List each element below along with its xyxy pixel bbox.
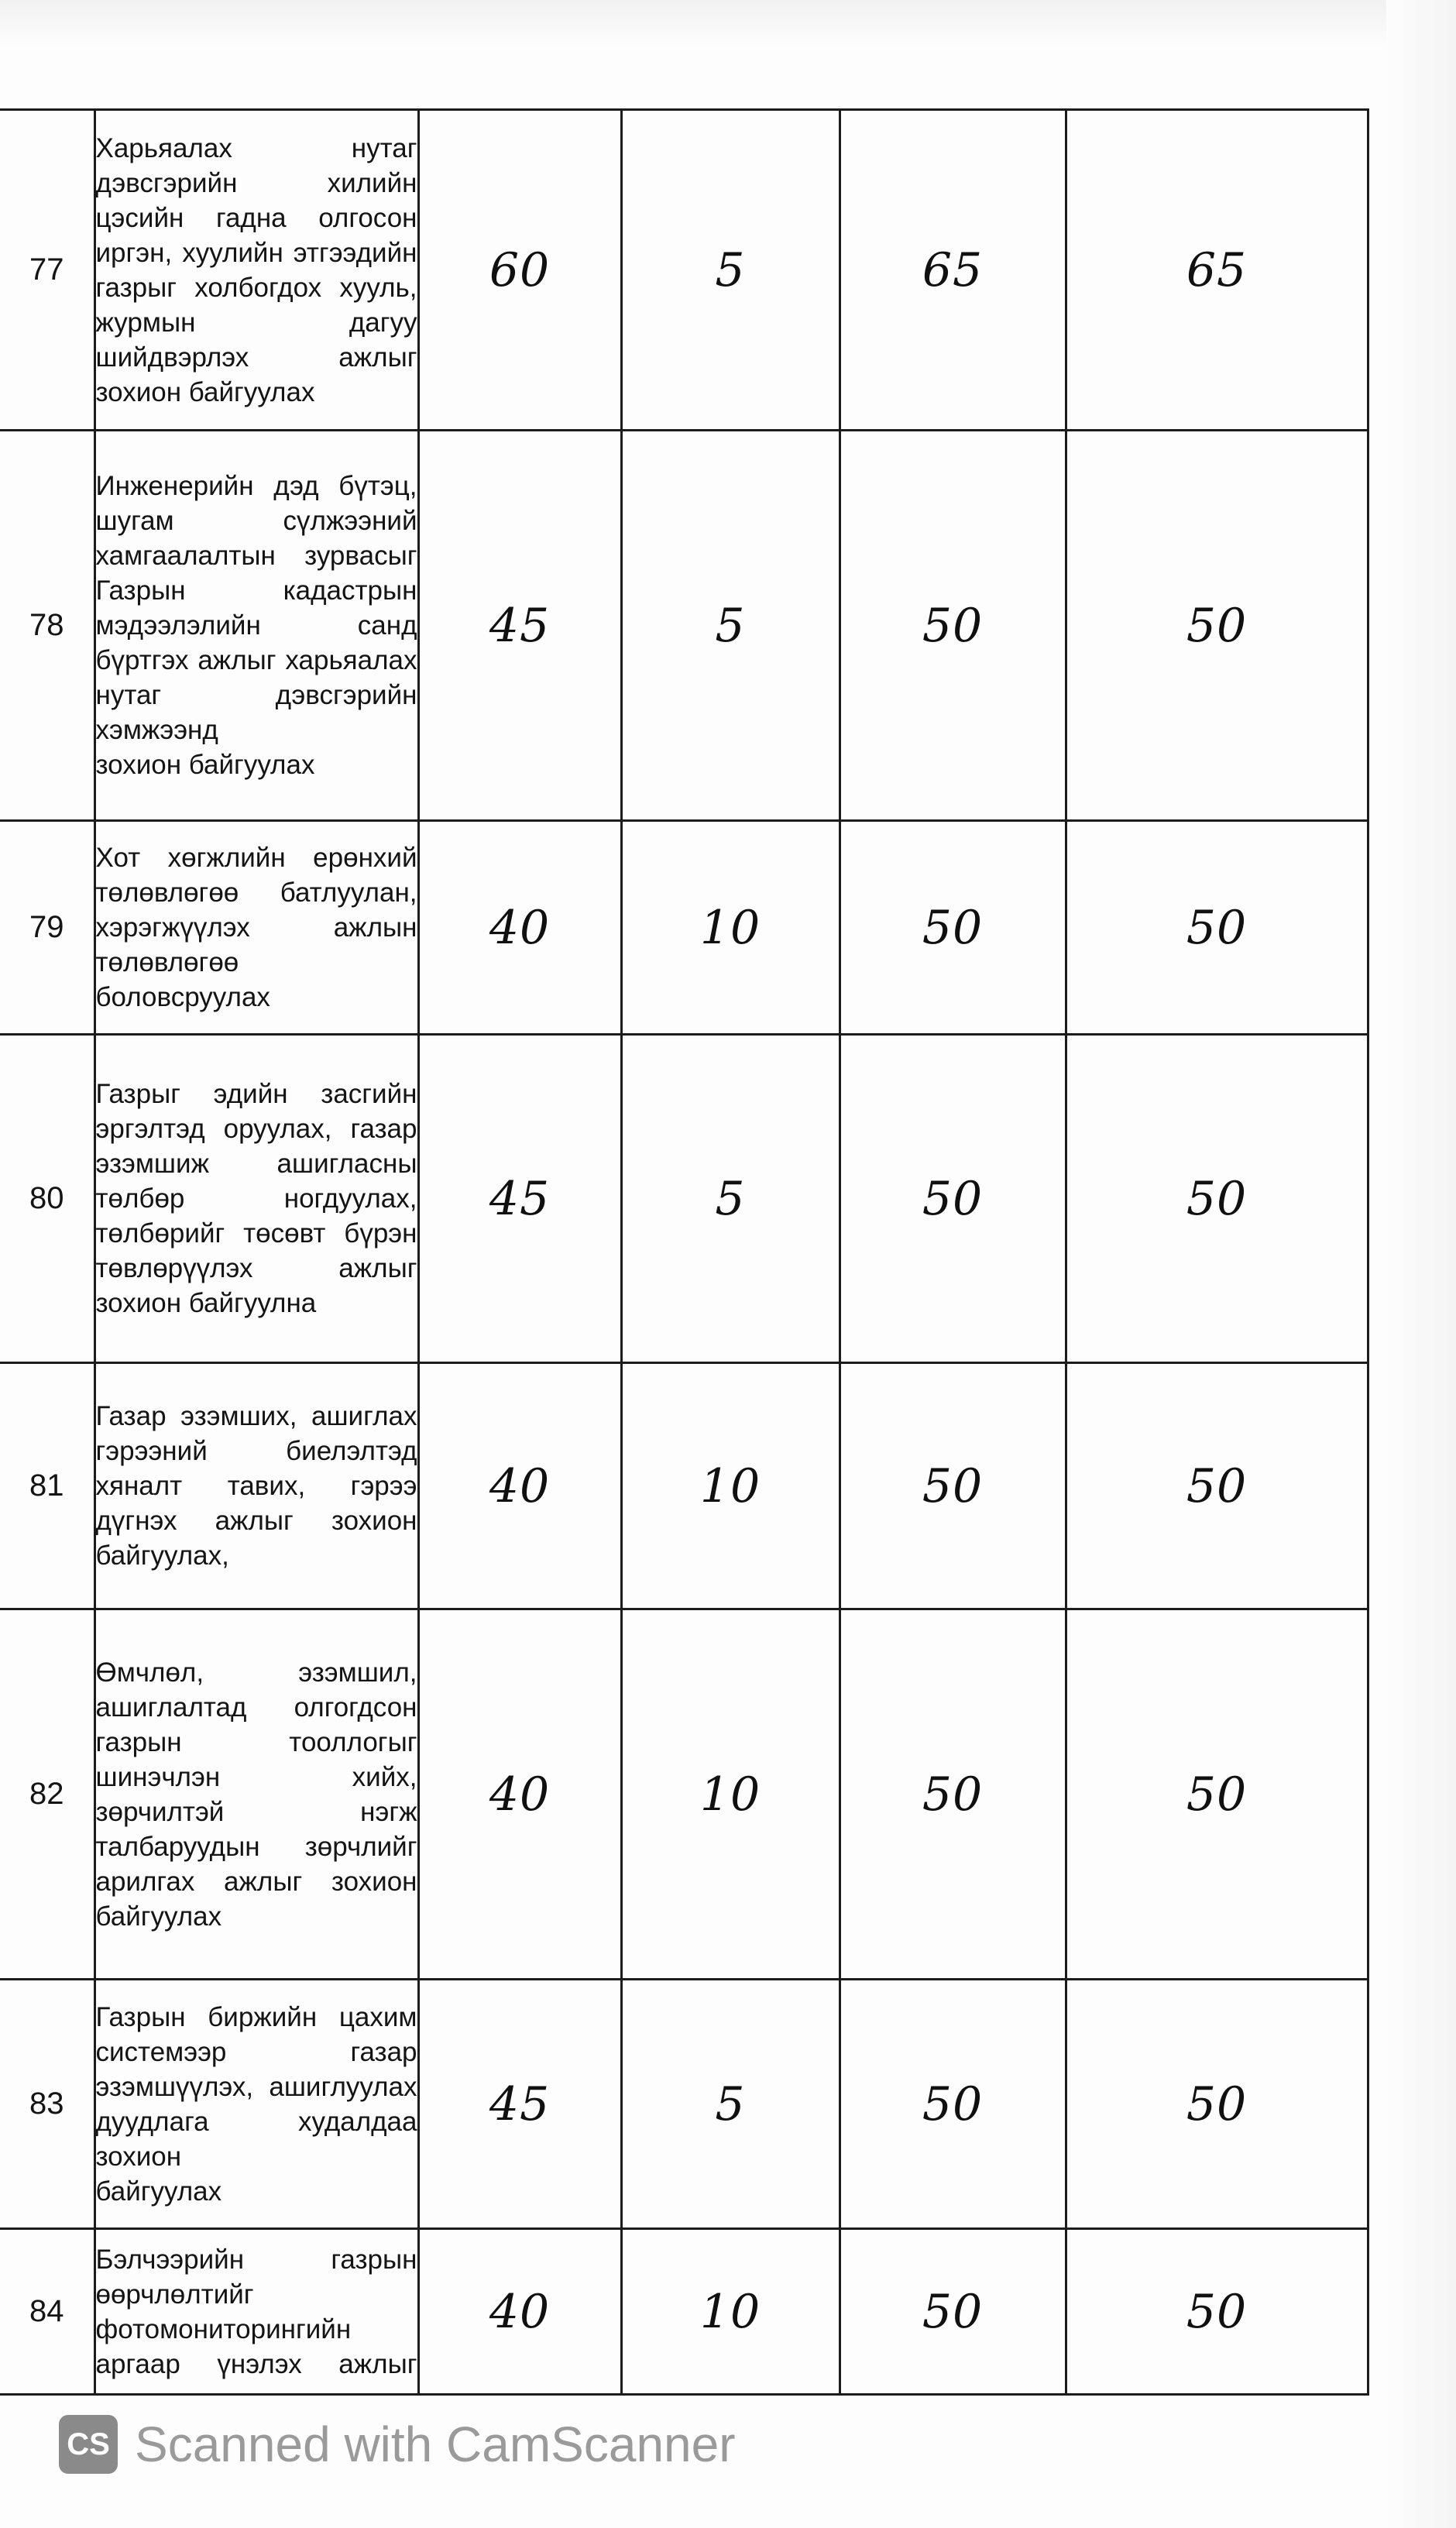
value-cell-4: 50	[1066, 431, 1368, 821]
table-row	[0, 431, 1368, 821]
value-cell-4: 50	[1066, 1035, 1368, 1363]
value-cell-1: 40	[418, 2229, 621, 2395]
value-cell-3: 50	[840, 821, 1066, 1035]
task-description: Газрын биржийн цахим системээр газар эзэмшүүлэх, ашиглуулах дуудлага худалдаа зохион байгуулах	[94, 1980, 418, 2229]
row-number: 83	[0, 1980, 94, 2229]
row-number: 80	[0, 1035, 94, 1363]
value-cell-3: 50	[840, 431, 1066, 821]
task-description: Харьяалах нутаг дэвсгэрийн хилийн цэсийн гадна олгосон иргэн, хуулийн этгээдийн газрыг холбогдох хууль, журмын дагуу шийдвэрлэх ажлыг зохион байгуулах	[94, 110, 418, 431]
camscanner-watermark	[59, 2415, 736, 2474]
table-row	[0, 110, 1368, 431]
plan-table	[0, 108, 1369, 2396]
value-cell-4: 65	[1066, 110, 1368, 431]
value-cell-1: 60	[418, 110, 621, 431]
value-cell-1: 40	[418, 1363, 621, 1609]
table-row	[0, 2229, 1368, 2395]
value-cell-4: 50	[1066, 821, 1368, 1035]
value-cell-2: 10	[621, 2229, 840, 2395]
value-cell-1: 40	[418, 1609, 621, 1980]
table-row	[0, 1609, 1368, 1980]
table-row	[0, 1363, 1368, 1609]
value-cell-3: 50	[840, 1035, 1066, 1363]
value-cell-1: 45	[418, 1980, 621, 2229]
row-number: 81	[0, 1363, 94, 1609]
value-cell-3: 50	[840, 2229, 1066, 2395]
value-cell-2: 10	[621, 1363, 840, 1609]
value-cell-2: 5	[621, 431, 840, 821]
value-cell-1: 40	[418, 821, 621, 1035]
table-row	[0, 821, 1368, 1035]
task-description: Бэлчээрийн газрын өөрчлөлтийг фотомониторингийн аргаар үнэлэх ажлыг	[94, 2229, 418, 2395]
value-cell-4: 50	[1066, 1980, 1368, 2229]
value-cell-3: 65	[840, 110, 1066, 431]
scan-top-shadow	[0, 0, 1456, 46]
value-cell-2: 10	[621, 1609, 840, 1980]
scan-right-shade	[1386, 0, 1456, 2528]
row-number: 84	[0, 2229, 94, 2395]
value-cell-2: 5	[621, 1035, 840, 1363]
value-cell-4: 50	[1066, 1609, 1368, 1980]
task-description: Хот хөгжлийн ерөнхий төлөвлөгөө батлуулан, хэрэгжүүлэх ажлын төлөвлөгөө боловсруулах	[94, 821, 418, 1035]
camscanner-logo-icon: CS	[59, 2415, 118, 2474]
table-row	[0, 1035, 1368, 1363]
value-cell-1: 45	[418, 1035, 621, 1363]
value-cell-2: 10	[621, 821, 840, 1035]
watermark-text: Scanned with CamScanner	[135, 2416, 736, 2472]
value-cell-1: 45	[418, 431, 621, 821]
value-cell-2: 5	[621, 1980, 840, 2229]
task-description: Инженерийн дэд бүтэц, шугам сүлжээний хамгаалалтын зурвасыг Газрын кадастрын мэдээлэлийн санд бүртгэх ажлыг харьяалах нутаг дэвсгэрийн хэмжээнд зохион байгуулах	[94, 431, 418, 821]
row-number: 79	[0, 821, 94, 1035]
row-number: 77	[0, 110, 94, 431]
value-cell-3: 50	[840, 1609, 1066, 1980]
value-cell-4: 50	[1066, 2229, 1368, 2395]
table-row	[0, 1980, 1368, 2229]
value-cell-2: 5	[621, 110, 840, 431]
row-number: 82	[0, 1609, 94, 1980]
value-cell-3: 50	[840, 1363, 1066, 1609]
task-description: Өмчлөл, эзэмшил, ашиглалтад олгогдсон газрын тооллогыг шинэчлэн хийх, зөрчилтэй нэгж талбаруудын зөрчлийг арилгах ажлыг зохион байгуулах	[94, 1609, 418, 1980]
value-cell-3: 50	[840, 1980, 1066, 2229]
task-description: Газрыг эдийн засгийн эргэлтэд оруулах, газар эзэмшиж ашигласны төлбөр ногдуулах, төлбөрийг төсөвт бүрэн төвлөрүүлэх ажлыг зохион байгуулна	[94, 1035, 418, 1363]
task-description: Газар эзэмших, ашиглах гэрээний биелэлтэд хяналт тавих, гэрээ дүгнэх ажлыг зохион байгуулах,	[94, 1363, 418, 1609]
row-number: 78	[0, 431, 94, 821]
value-cell-4: 50	[1066, 1363, 1368, 1609]
